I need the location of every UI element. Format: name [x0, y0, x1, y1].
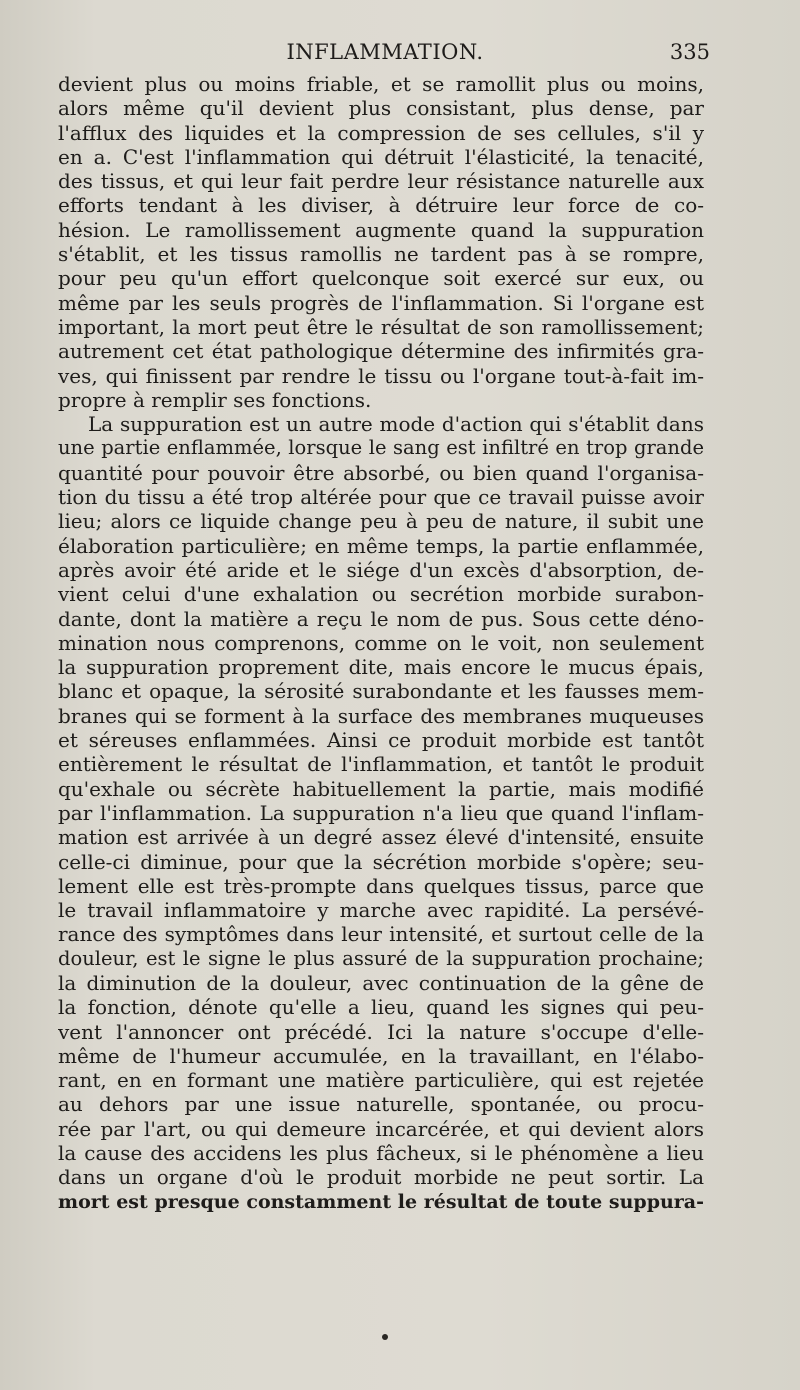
body-text [58, 72, 704, 1214]
text-line: hésion. Le ramollissement augmente quand la suppuration [58, 217, 704, 242]
text-line: même de l'humeur accumulée, en la travaillant, en l'élabo- [58, 1043, 704, 1068]
text-line: efforts tendant à les diviser, à détruire leur force de co- [58, 193, 704, 218]
text-line: rance des symptômes dans leur intensité, et surtout celle de la [58, 922, 704, 947]
text-line: douleur, est le signe le plus assuré de la suppuration prochaine; [58, 946, 704, 970]
text-line: lieu; alors ce liquide change peu à peu de nature, il subit une [58, 509, 704, 534]
text-line: entièrement le résultat de l'inflammation, et tantôt le produit [58, 752, 704, 777]
running-head [60, 36, 710, 68]
text-line: devient plus ou moins friable, et se ramollit plus ou moins, [58, 72, 704, 96]
text-line: mort est presque constamment le résultat de toute suppura- [58, 1190, 704, 1213]
text-line: important, la mort peut être le résultat de son ramollissement; [58, 314, 704, 339]
text-line: des tissus, et qui leur fait perdre leur résistance naturelle aux [58, 169, 704, 194]
text-line: lement elle est très-prompte dans quelques tissus, parce que [58, 873, 704, 898]
paragraph-start-line: La suppuration est un autre mode d'action qui s'établit dans [88, 412, 704, 437]
text-line: même par les seuls progrès de l'inflammation. Si l'organe est [58, 290, 704, 315]
text-line: branes qui se forment à la surface des membranes muqueuses [58, 703, 704, 728]
text-line: l'afflux des liquides et la compression de ses cellules, s'il y [58, 120, 704, 145]
text-line: alors même qu'il devient plus consistant, plus dense, par [58, 96, 704, 121]
paragraph-end-line: propre à remplir ses fonctions. [58, 387, 372, 412]
text-line: le travail inflammatoire y marche avec rapidité. La persévé- [58, 898, 704, 923]
page-number: 335 [669, 40, 710, 64]
text-line: dante, dont la matière a reçu le nom de pus. Sous cette déno- [58, 606, 704, 631]
text-line: blanc et opaque, la sérosité surabondante et les fausses mem- [58, 679, 704, 704]
text-line: mination nous comprenons, comme on le voit, non seulement [58, 630, 704, 655]
text-line: qu'exhale ou sécrète habituellement la partie, mais modifié [58, 776, 704, 801]
text-line: quantité pour pouvoir être absorbé, ou bien quand l'organisa- [58, 460, 704, 485]
text-line: rant, en en formant une matière particulière, qui est rejetée [58, 1068, 704, 1093]
text-line: vent l'annoncer ont précédé. Ici la nature s'occupe d'elle- [58, 1019, 704, 1044]
text-line: la fonction, dénote qu'elle a lieu, quand les signes qui peu- [58, 995, 704, 1020]
text-line: rée par l'art, ou qui demeure incarcérée, et qui devient alors [58, 1116, 704, 1141]
text-line: en a. C'est l'inflammation qui détruit l'élasticité, la tenacité, [58, 144, 704, 169]
text-line: la suppuration proprement dite, mais encore le mucus épais, [58, 655, 704, 680]
text-line: mation est arrivée à un degré assez élevé d'intensité, ensuite [58, 825, 704, 850]
text-line: ves, qui finissent par rendre le tissu ou l'organe tout-à-fait im- [58, 363, 704, 388]
text-line: après avoir été aride et le siége d'un excès d'absorption, de- [58, 557, 704, 582]
printer-mark [382, 1334, 388, 1340]
text-line: au dehors par une issue naturelle, spontanée, ou procu- [58, 1092, 704, 1117]
text-line: tion du tissu a été trop altérée pour que ce travail puisse avoir [58, 485, 704, 510]
text-line: par l'inflammation. La suppuration n'a lieu que quand l'inflam- [58, 800, 704, 825]
text-line: dans un organe d'où le produit morbide ne peut sortir. La [58, 1165, 704, 1190]
text-line: autrement cet état pathologique détermine des infirmités gra- [58, 339, 704, 364]
text-line: celle-ci diminue, pour que la sécrétion morbide s'opère; seu- [58, 849, 704, 874]
text-line: pour peu qu'un effort quelconque soit exercé sur eux, ou [58, 266, 704, 291]
text-line: la diminution de la douleur, avec continuation de la gêne de [58, 970, 704, 995]
text-line: vient celui d'une exhalation ou secrétion morbide surabon- [58, 582, 704, 607]
text-line: et séreuses enflammées. Ainsi ce produit morbide est tantôt [58, 728, 704, 753]
text-line: une partie enflammée, lorsque le sang est infiltré en trop grande [58, 436, 704, 460]
text-line: élaboration particulière; en même temps, la partie enflammée, [58, 533, 704, 558]
text-line: s'établit, et les tissus ramollis ne tardent pas à se rompre, [58, 242, 704, 267]
running-title: INFLAMMATION. [286, 40, 484, 64]
text-line: la cause des accidens les plus fâcheux, si le phénomène a lieu [58, 1141, 704, 1166]
